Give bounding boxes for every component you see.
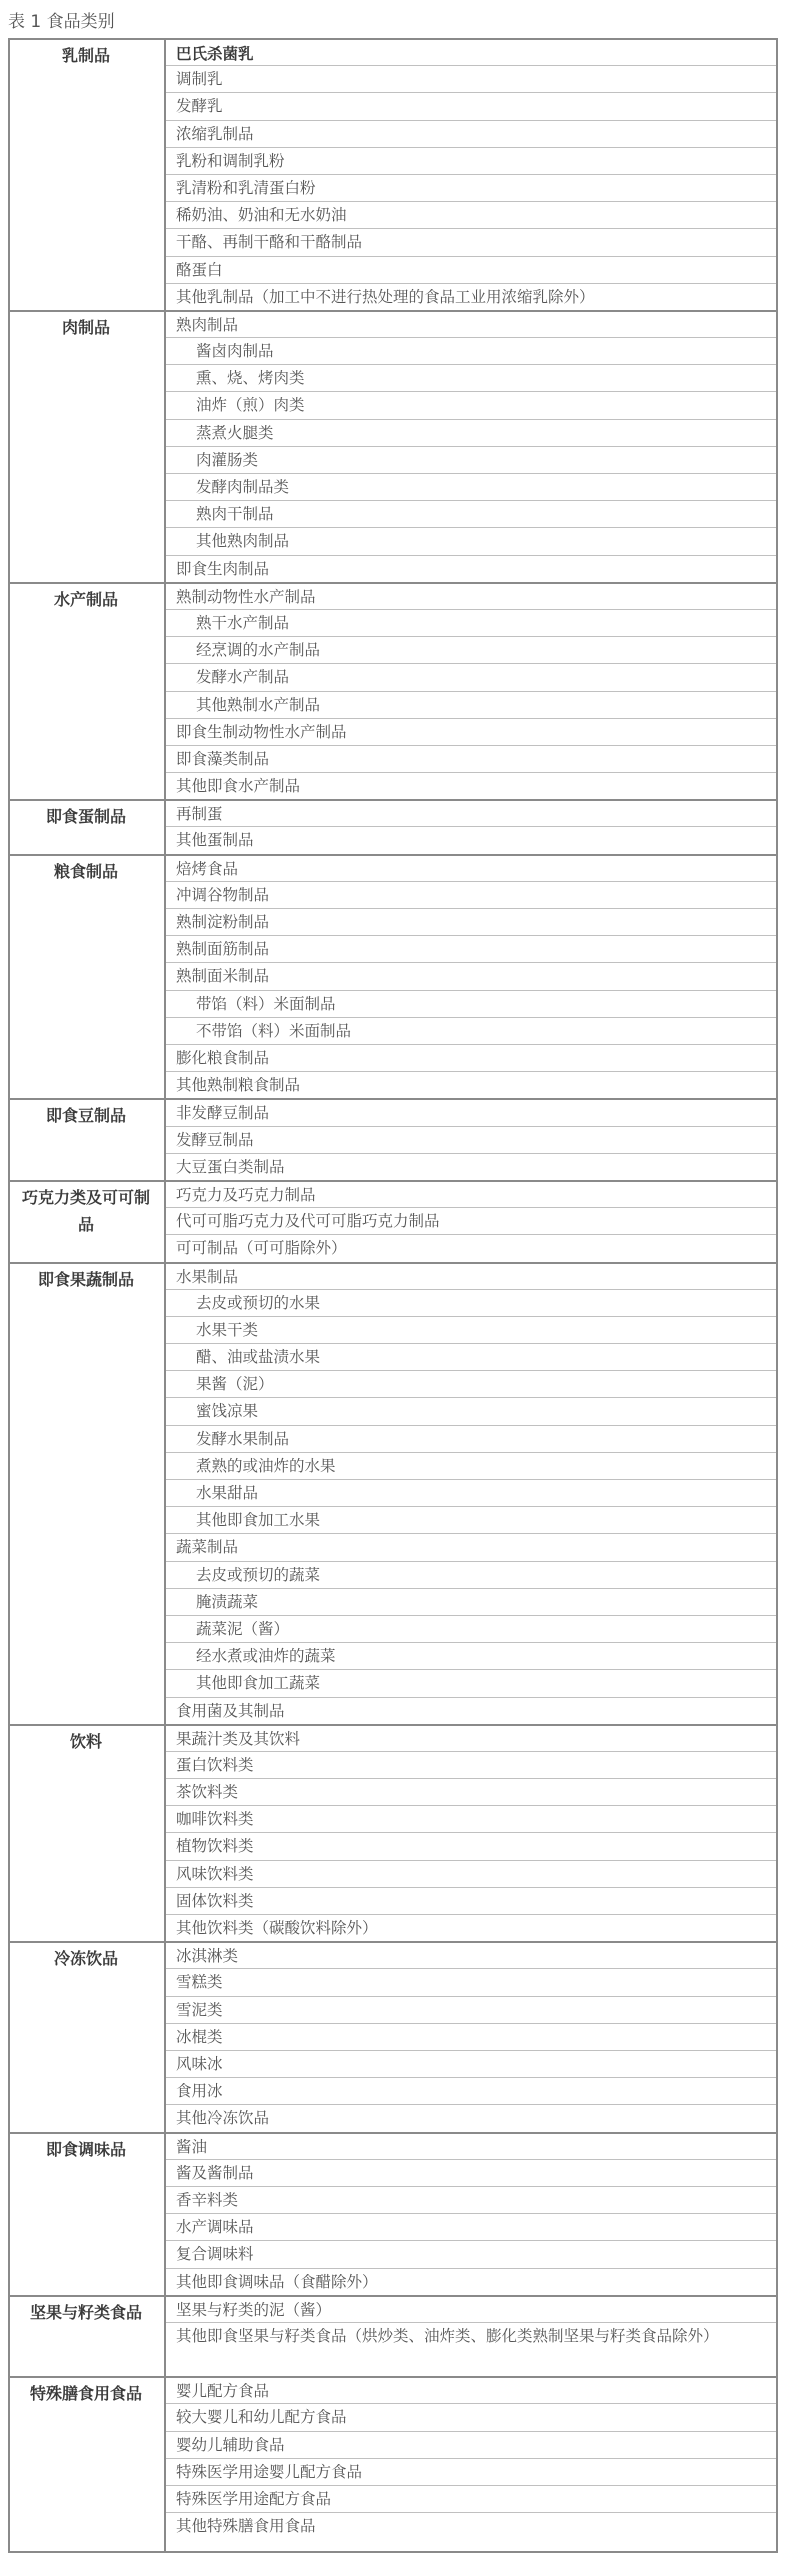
item-label: 发酵乳 xyxy=(176,97,223,116)
table-caption: 表 1 食品类别 xyxy=(8,12,115,32)
table-row xyxy=(166,419,778,446)
item-label: 其他即食坚果与籽类食品（烘炒类、油炸类、膨化类熟制坚果与籽类食品除外） xyxy=(176,2326,719,2345)
table-row xyxy=(166,2322,778,2376)
category-label: 粮食制品 xyxy=(53,861,118,881)
table-row xyxy=(166,1968,778,1995)
item-label: 雪泥类 xyxy=(176,2000,223,2019)
table-row xyxy=(166,1860,778,1887)
table-row xyxy=(166,2295,778,2322)
table-row xyxy=(166,1805,778,1832)
item-label: 酱及酱制品 xyxy=(176,2163,254,2182)
item-label: 食用菌及其制品 xyxy=(176,1701,285,1720)
item-label: 去皮或预切的水果 xyxy=(196,1293,321,1312)
item-label: 膨化粮食制品 xyxy=(176,1049,270,1067)
table-row xyxy=(166,2213,778,2240)
item-label: 即食生肉制品 xyxy=(176,559,270,578)
item-label: 肉灌肠类 xyxy=(196,450,259,469)
item-label: 非发酵豆制品 xyxy=(176,1104,270,1123)
category-cell xyxy=(8,1180,164,1262)
table-row xyxy=(166,636,778,663)
table-row xyxy=(166,2403,778,2430)
table-row xyxy=(166,337,778,364)
table-row xyxy=(166,1533,778,1560)
item-label: 带馅（料）米面制品 xyxy=(196,994,336,1013)
item-label: 即食藻类制品 xyxy=(176,749,270,768)
table-row xyxy=(166,1642,778,1669)
item-label: 稀奶油、奶油和无水奶油 xyxy=(176,206,347,225)
item-label: 果蔬汁类及其饮料 xyxy=(176,1729,301,1748)
table-row xyxy=(166,527,778,554)
table-row xyxy=(166,854,778,881)
category-label: 即食豆制品 xyxy=(45,1106,126,1126)
table-row xyxy=(166,2023,778,2050)
item-label: 水产调味品 xyxy=(176,2218,254,2237)
item-label: 熏、烧、烤肉类 xyxy=(196,369,305,388)
table-row xyxy=(166,310,778,337)
item-label: 巴氏杀菌乳 xyxy=(176,44,254,63)
table-row xyxy=(166,1479,778,1506)
table-row xyxy=(166,2268,778,2295)
table-row xyxy=(166,1751,778,1778)
item-label: 蜜饯凉果 xyxy=(196,1402,259,1421)
table-row xyxy=(166,500,778,527)
table-row xyxy=(166,1425,778,1452)
category-cell xyxy=(8,854,164,1099)
table-row xyxy=(166,120,778,147)
item-label: 蒸煮火腿类 xyxy=(196,423,274,442)
item-label: 调制乳 xyxy=(176,70,223,89)
item-label: 腌渍蔬菜 xyxy=(196,1592,259,1611)
item-label: 经烹调的水产制品 xyxy=(196,641,321,660)
item-label: 熟肉制品 xyxy=(176,315,239,334)
item-label: 发酵肉制品类 xyxy=(196,478,290,497)
table-row xyxy=(166,935,778,962)
item-label: 乳清粉和乳清蛋白粉 xyxy=(176,178,316,197)
table-row xyxy=(166,364,778,391)
item-label: 风味冰 xyxy=(176,2055,223,2073)
item-label: 特殊医学用途婴儿配方食品 xyxy=(176,2462,363,2481)
table-row xyxy=(166,1724,778,1751)
table-row xyxy=(166,1153,778,1180)
column-divider xyxy=(164,38,166,2553)
item-label: 婴幼儿辅助食品 xyxy=(176,2435,285,2454)
category-cell xyxy=(8,799,164,853)
item-label: 咖啡饮料类 xyxy=(176,1810,254,1829)
item-label: 其他熟肉制品 xyxy=(196,532,290,551)
table-row xyxy=(166,962,778,989)
item-label: 乳粉和调制乳粉 xyxy=(176,151,285,170)
table-row xyxy=(166,2458,778,2485)
table-row xyxy=(166,2077,778,2104)
table-row xyxy=(166,2376,778,2403)
item-label: 熟制淀粉制品 xyxy=(176,913,270,932)
item-label: 酱油 xyxy=(176,2137,208,2156)
category-label: 水产制品 xyxy=(53,589,118,609)
table-row xyxy=(166,1017,778,1044)
category-cell xyxy=(8,2295,164,2377)
table-row xyxy=(166,65,778,92)
category-cell xyxy=(8,1098,164,1180)
table-row xyxy=(166,1370,778,1397)
table-row xyxy=(166,1941,778,1968)
category-label: 特殊膳食用食品 xyxy=(29,2384,142,2404)
item-label: 代可可脂巧克力及代可可脂巧克力制品 xyxy=(176,1212,440,1231)
item-label: 冰淇淋类 xyxy=(176,1947,239,1966)
table-row xyxy=(166,1126,778,1153)
table-row xyxy=(166,555,778,582)
table-row xyxy=(166,908,778,935)
item-label: 果酱（泥） xyxy=(196,1375,274,1394)
table-row xyxy=(166,2485,778,2512)
table-row xyxy=(166,691,778,718)
item-label: 复合调味料 xyxy=(176,2245,254,2264)
item-label: 其他熟制水产制品 xyxy=(196,695,321,714)
category-label: 即食果蔬制品 xyxy=(37,1269,134,1289)
table-row xyxy=(166,990,778,1017)
table-row xyxy=(166,609,778,636)
table-row xyxy=(166,1832,778,1859)
table-row xyxy=(166,1887,778,1914)
item-label: 大豆蛋白类制品 xyxy=(176,1157,285,1176)
table-row xyxy=(166,92,778,119)
item-label: 食用冰 xyxy=(176,2082,223,2101)
item-label: 冰棍类 xyxy=(176,2027,223,2046)
item-label: 熟制面米制品 xyxy=(176,967,270,986)
category-label: 乳制品 xyxy=(61,46,110,65)
table-row xyxy=(166,2186,778,2213)
item-label: 其他特殊膳食用食品 xyxy=(176,2517,316,2536)
item-label: 其他即食加工水果 xyxy=(196,1511,321,1530)
table-row xyxy=(166,38,778,65)
table-row xyxy=(166,1207,778,1234)
item-label: 再制蛋 xyxy=(176,805,223,824)
category-cell xyxy=(8,2132,164,2295)
item-label: 婴儿配方食品 xyxy=(176,2382,270,2401)
table-row xyxy=(166,663,778,690)
table-row xyxy=(166,2240,778,2267)
item-label: 发酵水产制品 xyxy=(196,668,290,687)
item-label: 蔬菜泥（酱） xyxy=(196,1619,290,1638)
item-label: 茶饮料类 xyxy=(176,1783,239,1802)
table-row xyxy=(166,228,778,255)
table-row xyxy=(166,1098,778,1125)
table-row xyxy=(166,718,778,745)
table-row xyxy=(166,147,778,174)
category-cell xyxy=(8,582,164,800)
table-row xyxy=(166,1234,778,1261)
table-row xyxy=(166,1044,778,1071)
table-row xyxy=(166,1697,778,1724)
item-label: 特殊医学用途配方食品 xyxy=(176,2490,332,2509)
table-row xyxy=(166,2512,778,2539)
category-label: 即食调味品 xyxy=(45,2139,126,2159)
item-label: 风味饮料类 xyxy=(176,1864,254,1883)
table-row xyxy=(166,2431,778,2458)
table-row xyxy=(166,256,778,283)
category-label: 饮料 xyxy=(69,1731,102,1751)
item-label: 蛋白饮料类 xyxy=(176,1755,254,1774)
item-label: 其他即食加工蔬菜 xyxy=(196,1674,321,1693)
category-label: 即食蛋制品 xyxy=(45,807,126,827)
item-label: 植物饮料类 xyxy=(176,1837,254,1856)
category-cell xyxy=(8,1262,164,1724)
category-label: 冷冻饮品 xyxy=(53,1949,118,1969)
category-cell xyxy=(8,310,164,582)
table-row xyxy=(166,2132,778,2159)
table-row xyxy=(166,283,778,310)
table-row xyxy=(166,1778,778,1805)
table-row xyxy=(166,582,778,609)
item-label: 其他即食调味品（食醋除外） xyxy=(176,2272,378,2291)
table-row xyxy=(166,1262,778,1289)
item-label: 较大婴儿和幼儿配方食品 xyxy=(176,2408,347,2427)
category-cell xyxy=(8,1724,164,1942)
table-row xyxy=(166,1506,778,1533)
item-label: 不带馅（料）米面制品 xyxy=(196,1021,352,1040)
food-category-table xyxy=(8,38,778,2553)
item-label: 酱卤肉制品 xyxy=(196,342,274,361)
item-label: 油炸（煎）肉类 xyxy=(196,396,305,415)
table-row xyxy=(166,1615,778,1642)
item-label: 即食生制动物性水产制品 xyxy=(176,722,347,741)
item-label: 熟干水产制品 xyxy=(196,613,290,632)
table-row xyxy=(166,2050,778,2077)
table-row xyxy=(166,1996,778,2023)
table-row xyxy=(166,1071,778,1098)
table-row xyxy=(166,1180,778,1207)
table-row xyxy=(166,201,778,228)
table-row xyxy=(166,1588,778,1615)
item-label: 水果干类 xyxy=(196,1320,259,1339)
table-row xyxy=(166,1397,778,1424)
item-label: 其他饮料类（碳酸饮料除外） xyxy=(176,1919,378,1938)
table-row xyxy=(166,1914,778,1941)
table-row xyxy=(166,391,778,418)
item-label: 干酪、再制干酪和干酪制品 xyxy=(176,233,363,252)
category-cell xyxy=(8,2376,164,2539)
table-row xyxy=(166,473,778,500)
table-row xyxy=(166,446,778,473)
item-label: 冲调谷物制品 xyxy=(176,885,270,904)
item-label: 其他熟制粮食制品 xyxy=(176,1076,301,1095)
item-label: 水果甜品 xyxy=(196,1484,259,1503)
table-row xyxy=(166,174,778,201)
category-label: 巧克力类及可可制品 xyxy=(22,1187,151,1234)
item-label: 熟制面筋制品 xyxy=(176,940,270,959)
table-row xyxy=(166,799,778,826)
table-row xyxy=(166,1316,778,1343)
item-label: 香辛料类 xyxy=(176,2190,239,2209)
item-label: 其他蛋制品 xyxy=(176,831,254,850)
table-row xyxy=(166,881,778,908)
table-row xyxy=(166,1289,778,1316)
table-row xyxy=(166,772,778,799)
category-label: 坚果与籽类食品 xyxy=(29,2302,142,2322)
item-label: 醋、油或盐渍水果 xyxy=(196,1348,321,1367)
item-label: 其他乳制品（加工中不进行热处理的食品工业用浓缩乳除外） xyxy=(176,287,595,306)
item-label: 浓缩乳制品 xyxy=(176,124,254,143)
item-label: 坚果与籽类的泥（酱） xyxy=(176,2300,332,2319)
item-label: 熟制动物性水产制品 xyxy=(176,587,316,606)
table-row xyxy=(166,1561,778,1588)
table-row xyxy=(166,2104,778,2131)
item-label: 发酵豆制品 xyxy=(176,1130,254,1149)
item-label: 固体饮料类 xyxy=(176,1891,254,1910)
item-label: 其他即食水产制品 xyxy=(176,777,301,796)
item-label: 焙烤食品 xyxy=(176,859,239,878)
category-label: 肉制品 xyxy=(61,317,110,337)
item-label: 去皮或预切的蔬菜 xyxy=(196,1565,321,1584)
item-label: 熟肉干制品 xyxy=(196,505,274,524)
item-label: 发酵水果制品 xyxy=(196,1429,290,1448)
table-row xyxy=(166,1669,778,1696)
item-label: 可可制品（可可脂除外） xyxy=(176,1239,347,1258)
category-cell xyxy=(8,1941,164,2131)
item-label: 煮熟的或油炸的水果 xyxy=(196,1456,336,1475)
category-cell xyxy=(8,38,164,310)
item-label: 雪糕类 xyxy=(176,1973,223,1992)
item-label: 巧克力及巧克力制品 xyxy=(176,1185,316,1204)
item-label: 酪蛋白 xyxy=(176,260,223,279)
table-row xyxy=(166,826,778,853)
table-row xyxy=(166,1452,778,1479)
item-label: 蔬菜制品 xyxy=(176,1538,239,1557)
item-label: 水果制品 xyxy=(176,1267,239,1286)
table-row xyxy=(166,1343,778,1370)
item-label: 其他冷冻饮品 xyxy=(176,2109,270,2128)
table-row xyxy=(166,2159,778,2186)
item-label: 经水煮或油炸的蔬菜 xyxy=(196,1647,336,1666)
table-row xyxy=(166,745,778,772)
